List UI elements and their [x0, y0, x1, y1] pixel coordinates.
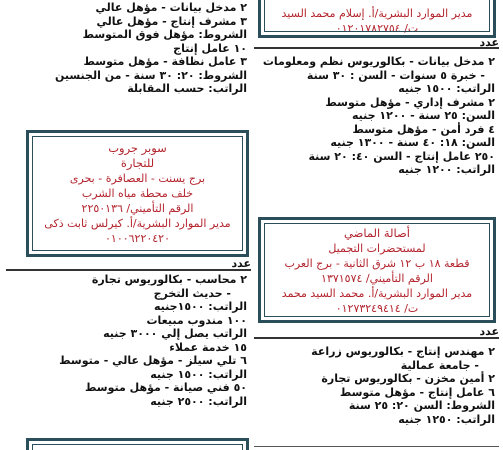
company-phone: الرقم التأميني/ ٢٢٥٠١٣٦	[81, 202, 194, 215]
company-manager: مدير الموارد البشرية/أ. محمد السيد محمد	[281, 287, 473, 300]
job-line: الشروط: مؤهل فوق المتوسط	[82, 28, 247, 41]
job-line: - حديث التخرج	[153, 286, 231, 300]
job-line: ٦ عامل إنتاج - مؤهل متوسط	[339, 385, 495, 399]
job-line: الراتب: حسب المقابلة	[127, 82, 247, 95]
company-address: قطعة ١٨ ب ١٢ شرق الثانية - برج العرب	[284, 257, 470, 270]
job-line: ٢ مدخل بيانات - بكالوريوس نظم ومعلومات	[262, 55, 495, 68]
job-line: الراتب: ١٢٠٠ جنيه	[398, 163, 495, 176]
job-line: ٢ مدخل بيانات - مؤهل عالي	[95, 1, 247, 14]
job-line: ٦ تلي سيلز - مؤهل عالي - متوسط	[59, 354, 247, 367]
count-label: عدد	[479, 36, 499, 49]
job-line: ٢ مهندس إنتاج - بكالوريوس زراعة	[311, 345, 495, 358]
job-line: ٢٥٠ عامل إنتاج - السن ٤٠: ٢٠ سنة	[308, 149, 495, 163]
count-label: عدد	[231, 257, 251, 270]
right-listing-2	[254, 345, 499, 426]
job-line: ١٠ عامل إنتاج	[173, 41, 247, 55]
divider	[254, 446, 499, 447]
company-name: سوبر جروب	[108, 141, 167, 155]
job-line: - خبرة ٥ سنوات - السن : ٣٠ سنة	[306, 68, 485, 82]
company-mobile: ٠١٠٠٦٢٢٠٤٢٠	[105, 232, 170, 245]
job-line: الراتب: ١٥٠٠ جنيه	[150, 367, 247, 381]
right-listing-1	[254, 55, 499, 177]
left-bottom-listing	[6, 273, 251, 408]
left-column	[6, 0, 251, 450]
count-label: عدد	[479, 325, 499, 338]
company-mobile: ت/ ٠١٢٧٣٢٤٩٤١٤	[335, 302, 419, 315]
job-line: الراتب: ١٢٥٠ جنيه	[398, 412, 495, 426]
job-line: الشروط: السن ٢٠: ٢٥ سنة	[348, 399, 495, 412]
company-address: خلف محطة مياه الشرب	[81, 187, 194, 200]
company-manager: مدير الموارد البشرية/أ. كيرلس ثابت ذكى	[44, 217, 231, 230]
job-line: ١٥ خدمة عملاء	[169, 340, 247, 354]
job-line: السن: ٢٥ سنة - ١٢٠٠ جنيه	[352, 109, 495, 122]
job-line: ٣ عامل نظافة - مؤهل متوسط	[83, 55, 247, 68]
job-line: ٣ مشرف إنتاج - مؤهل عالي	[96, 14, 247, 28]
job-line: ٢ محاسب - بكالوريوس تجارة	[91, 273, 247, 286]
job-line: الراتب يصل إلي ٣٠٠٠ جنيه	[103, 327, 247, 340]
company-phone: الرقم التأميني/ ١٣٧١٥٧٤	[321, 272, 433, 285]
company-name: أصالة الماضي	[344, 226, 410, 240]
job-line: ٢ مشرف إداري - مؤهل متوسط	[325, 95, 495, 109]
right-column	[254, 0, 499, 450]
job-line: - جامعة عمالية	[400, 358, 479, 372]
job-line: الراتب: ١٥٠٠جنيه	[154, 300, 247, 313]
job-line: الراتب: ١٥٠٠ جنيه	[398, 82, 495, 95]
company-box-asala	[258, 217, 496, 323]
company-address: برج يسنت - العصافرة - بحرى	[69, 172, 206, 185]
job-line: ١٠٠ مندوب مبيعات	[146, 313, 247, 327]
company-box-partial	[26, 438, 249, 450]
company-mobile: ت/ ٠١٢٠١٧٨٢٧٥٤	[335, 22, 419, 35]
job-line: الراتب: ٢٥٠٠ جنيه	[150, 394, 247, 408]
company-manager: مدير الموارد البشرية/أ. إسلام محمد السيد	[281, 7, 473, 20]
company-box-top	[258, 0, 496, 38]
job-line: ٤ فرد أمن - مؤهل متوسط	[352, 122, 495, 136]
job-line: الشروط: ٢٠: ٣٠ سنة - من الجنسين	[54, 68, 247, 82]
left-top-listing	[6, 0, 251, 96]
job-line: السن: ١٨: ٤٠ سنة - ١٣٠٠ جنيه	[330, 136, 495, 149]
company-type: للتجارة	[120, 156, 155, 170]
job-line: ٥٠ فني صيانة - مؤهل متوسط	[85, 381, 247, 394]
company-box-super-group	[26, 130, 249, 257]
company-type: لمستحضرات التجميل	[328, 242, 426, 255]
job-line: ٢ أمين مخزن - بكالوريوس تجارة	[321, 372, 495, 385]
